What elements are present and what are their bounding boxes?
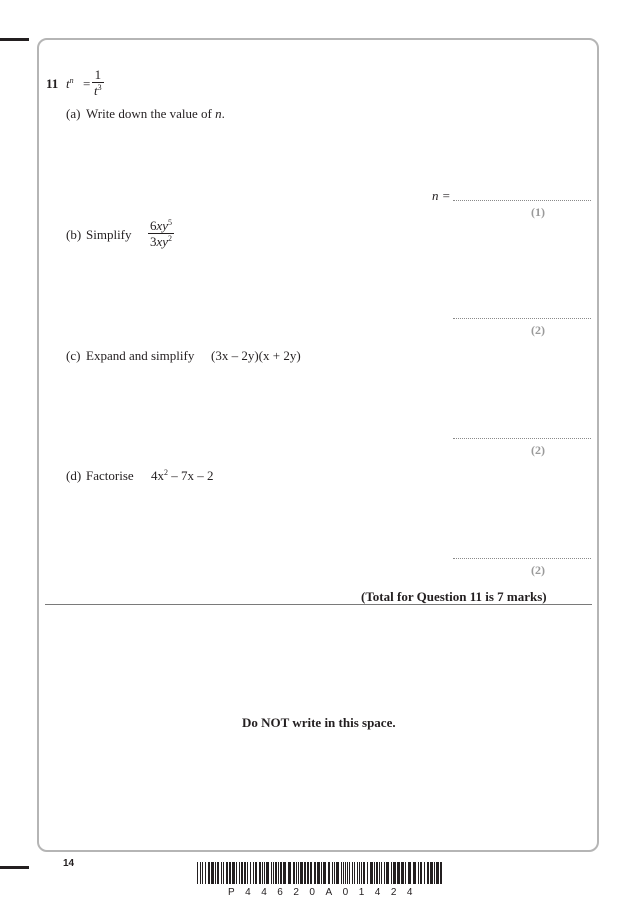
barcode-bar (418, 862, 419, 884)
question-stem-fraction: 1 $t^3$ (94, 67, 102, 98)
barcode-bar (232, 862, 235, 884)
barcode-bar (314, 862, 316, 884)
barcode-bar (391, 862, 392, 884)
barcode-bar (376, 862, 378, 884)
barcode-bar (434, 862, 435, 884)
barcode-bar (336, 862, 339, 884)
part-a-answer-prefix: n = (432, 188, 451, 203)
barcode-bar (420, 862, 422, 884)
barcode-bar (317, 862, 320, 884)
barcode-bar (298, 862, 299, 884)
part-d-answer-line[interactable] (453, 558, 591, 559)
barcode-bar (300, 862, 303, 884)
part-a-marks: (1) (531, 205, 545, 219)
part-c-label: (c) (66, 348, 81, 363)
page-number: 14 (63, 858, 75, 869)
part-b-marks: (2) (531, 323, 545, 337)
part-c-answer-line[interactable] (453, 438, 591, 439)
barcode-bar (321, 862, 322, 884)
barcode-bar (307, 862, 309, 884)
part-c-question: Expand and simplify (86, 348, 195, 363)
barcode-bar (310, 862, 312, 884)
barcode-bar (363, 862, 365, 884)
barcode-bar (393, 862, 396, 884)
barcode-bar (430, 862, 433, 884)
barcode-bar (384, 862, 385, 884)
barcode-bar (202, 862, 203, 884)
barcode-bar (215, 862, 216, 884)
barcode-bar (250, 862, 251, 884)
barcode-bar (229, 862, 231, 884)
barcode-bar (370, 862, 373, 884)
barcode-bar (280, 862, 282, 884)
barcode-bar (427, 862, 429, 884)
barcode-bar (278, 862, 279, 884)
barcode-bar (200, 862, 201, 884)
barcode-bar (397, 862, 400, 884)
barcode-bar (273, 862, 274, 884)
question-stem-equals: = (83, 76, 91, 91)
part-b-label: (b) (66, 227, 82, 242)
barcode-bar (328, 862, 330, 884)
part-d-marks: (2) (531, 563, 545, 577)
barcode-bar (354, 862, 355, 884)
question-total: (Total for Question 11 is 7 marks) (361, 589, 547, 604)
barcode-bar (440, 862, 442, 884)
question-stem-lhs: $t^n$ (66, 76, 74, 91)
barcode-bar (408, 862, 411, 884)
barcode-bar (211, 862, 214, 884)
barcode-bar (424, 862, 425, 884)
barcode-bar (332, 862, 333, 884)
barcode-bar (293, 862, 295, 884)
part-d-label: (d) (66, 468, 82, 483)
barcode-bar (405, 862, 406, 884)
barcode-bar (374, 862, 375, 884)
barcode-bar (341, 862, 342, 884)
barcode-bar (349, 862, 350, 884)
barcode-bar (304, 862, 306, 884)
barcode-bar (208, 862, 210, 884)
barcode-bar (264, 862, 265, 884)
barcode-bar (436, 862, 439, 884)
barcode-bar (244, 862, 246, 884)
barcode-bar (266, 862, 269, 884)
barcode-bar (239, 862, 240, 884)
barcode-bar (334, 862, 335, 884)
barcode-bar (352, 862, 353, 884)
barcode-bar (367, 862, 368, 884)
do-not-write-notice: Do NOT write in this space. (242, 715, 396, 730)
page-edge-mark-top (0, 38, 29, 41)
barcode-bar (197, 862, 198, 884)
part-b-fraction: $6xy^5$ $3xy^2$ (150, 218, 173, 249)
barcode-bar (296, 862, 297, 884)
barcode-bar (241, 862, 243, 884)
barcode-bar (283, 862, 286, 884)
barcode-bar (381, 862, 382, 884)
barcode-bar (259, 862, 261, 884)
barcode-bar (288, 862, 291, 884)
part-d-question: Factorise (86, 468, 134, 483)
page-edge-mark-bottom (0, 866, 29, 869)
barcode-bar (221, 862, 222, 884)
part-b-answer-line[interactable] (453, 318, 591, 319)
part-a-question: Write down the value of n. (86, 106, 225, 121)
barcode (197, 862, 443, 884)
barcode-bar (323, 862, 326, 884)
part-a-answer-line[interactable] (453, 200, 591, 201)
section-divider (45, 604, 592, 605)
barcode-bar (205, 862, 206, 884)
part-c-marks: (2) (531, 443, 545, 457)
barcode-bar (401, 862, 404, 884)
barcode-bar (347, 862, 348, 884)
barcode-bar (217, 862, 219, 884)
barcode-bar (262, 862, 263, 884)
barcode-bar (236, 862, 237, 884)
barcode-bar (359, 862, 360, 884)
part-d-expression: $4x^2 - 7x - 2$ (151, 468, 214, 483)
part-b-question: Simplify (86, 227, 132, 242)
barcode-bar (226, 862, 228, 884)
barcode-bar (343, 862, 344, 884)
barcode-text: P44620A01424 (228, 887, 423, 898)
question-number: 11 (46, 76, 59, 91)
barcode-bar (413, 862, 416, 884)
barcode-bar (253, 862, 254, 884)
barcode-bar (275, 862, 277, 884)
barcode-bar (386, 862, 389, 884)
part-a-label: (a) (66, 106, 81, 121)
part-c-expression: (3x – 2y)(x + 2y) (211, 348, 301, 363)
barcode-bar (271, 862, 272, 884)
barcode-bar (357, 862, 358, 884)
barcode-bar (379, 862, 380, 884)
barcode-bar (247, 862, 248, 884)
barcode-bar (223, 862, 224, 884)
barcode-bar (361, 862, 362, 884)
barcode-bar (255, 862, 257, 884)
barcode-bar (345, 862, 346, 884)
